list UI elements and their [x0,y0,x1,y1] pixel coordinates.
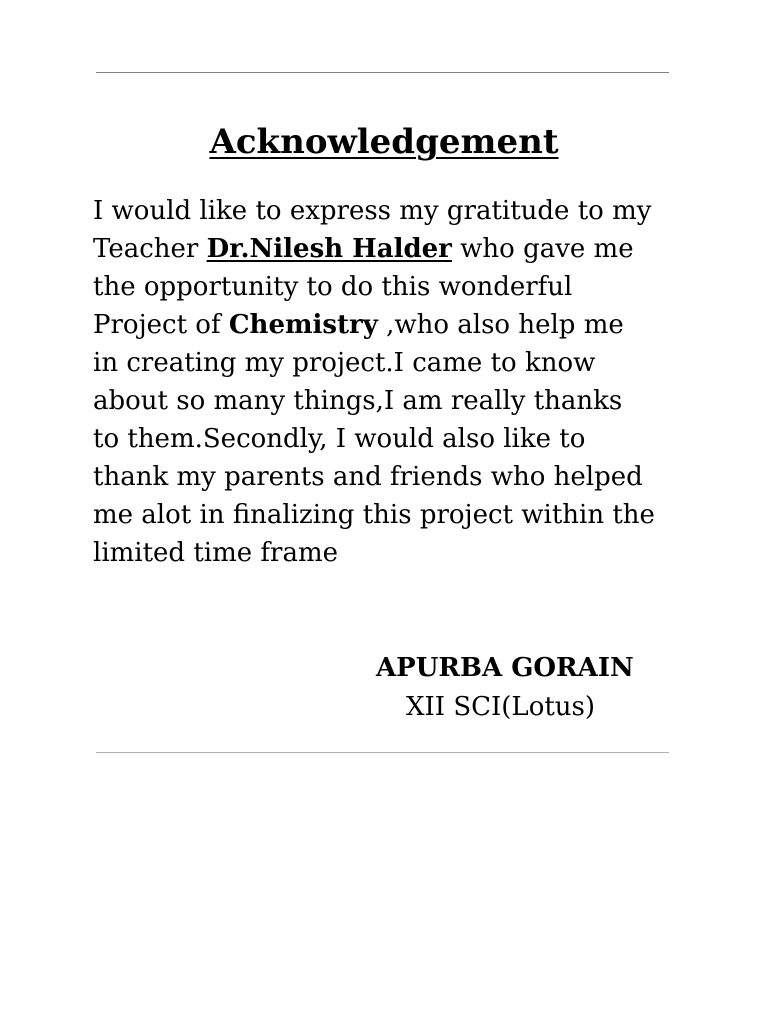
paragraph-line: me alot in finalizing this project within the [93,500,655,530]
paragraph-line [93,230,693,268]
paragraph-line: thank my parents and friends who helped [93,462,643,492]
top-divider [96,72,669,73]
paragraph-line: about so many things,I am really thanks [93,386,623,416]
subject-name: Chemistry [228,310,378,340]
paragraph-line: to them.Secondly, I would also like to [93,424,586,454]
signature-class: XII SCI(Lotus) [406,692,596,722]
page-title: Acknowledgement [209,122,559,162]
paragraph-line: I would like to express my gratitude to my [93,196,652,226]
acknowledgement-paragraph [93,192,693,572]
paragraph-text: ,who also help me [377,310,624,340]
bottom-divider [96,752,669,753]
paragraph-line [93,306,693,344]
paragraph-text: Teacher [93,234,207,264]
paragraph-line: in creating my project.I came to know [93,348,596,378]
paragraph-line: the opportunity to do this wonderful [93,272,573,302]
paragraph-text: Project of [93,310,229,340]
paragraph-line: limited time frame [93,538,339,568]
signature-name: APURBA GORAIN [376,653,634,683]
teacher-name: Dr.Nilesh Halder [206,234,452,264]
paragraph-text: who gave me [451,234,634,264]
